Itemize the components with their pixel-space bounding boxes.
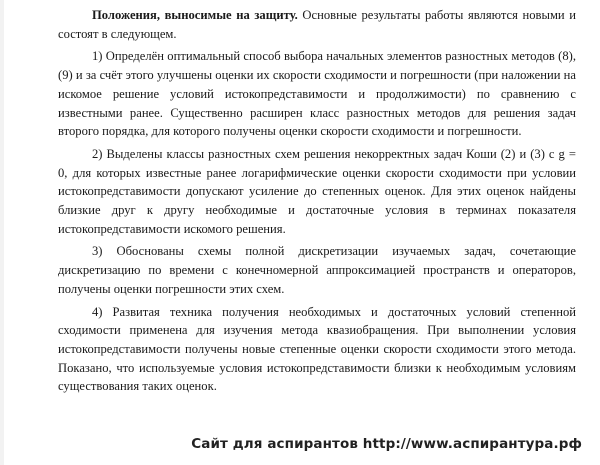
document-body bbox=[58, 6, 576, 400]
paragraph-item-1 bbox=[58, 47, 576, 141]
paragraph-text: Основные результаты работы являются новыми и состоят в следующем. bbox=[58, 8, 576, 41]
paragraph-item-2 bbox=[58, 145, 576, 239]
site-watermark: Сайт для аспирантов http://www.аспирантура.рф bbox=[191, 436, 582, 452]
paragraph-text: 3) Обоснованы схемы полной дискретизации изучаемых задач, сочетающие дискретизацию по времени с конечномерной аппроксимацией пространств и операторов, получены оценки погрешности этих схем. bbox=[58, 244, 576, 296]
paragraph-item-3 bbox=[58, 242, 576, 298]
page-edge bbox=[0, 0, 4, 465]
paragraph-lead: Положения, выносимые на защиту. bbox=[92, 8, 298, 22]
paragraph-intro bbox=[58, 6, 576, 43]
paragraph-item-4 bbox=[58, 303, 576, 397]
paragraph-text: 4) Развитая техника получения необходимых и достаточных условий степенной сходимости применена для изучения метода квазиобращения. При выполнении условия истокопредставимости получены новые степенные оценки скорости сходимости этого метода. Показано, что используемые условия истокопредставимости близки к необходимым условиям существования таких оценок. bbox=[58, 304, 576, 394]
paragraph-text: 2) Выделены классы разностных схем решения некорректных задач Коши (2) и (3) с g = 0, для которых известные ранее логарифмические оценки скорости сходимости при условии истокопредставимости допускают усиление до степенных оценок. Для этих оценок найдены близкие друг к другу необходимые и достаточные условия в терминах показателя истокопредставимости искомого решения. bbox=[58, 146, 576, 236]
paragraph-text: 1) Определён оптимальный способ выбора начальных элементов разностных методов (8), (9) и за счёт этого улучшены оценки их скорости сходимости и погрешности (при наложении на искомое решение условий истокопредставимости и продолжимости) по сравнению с известными ранее. Существенно расширен класс разностных методов для решения задач второго порядка, для которого получены оценки скорости сходимости и погрешности. bbox=[58, 49, 576, 139]
